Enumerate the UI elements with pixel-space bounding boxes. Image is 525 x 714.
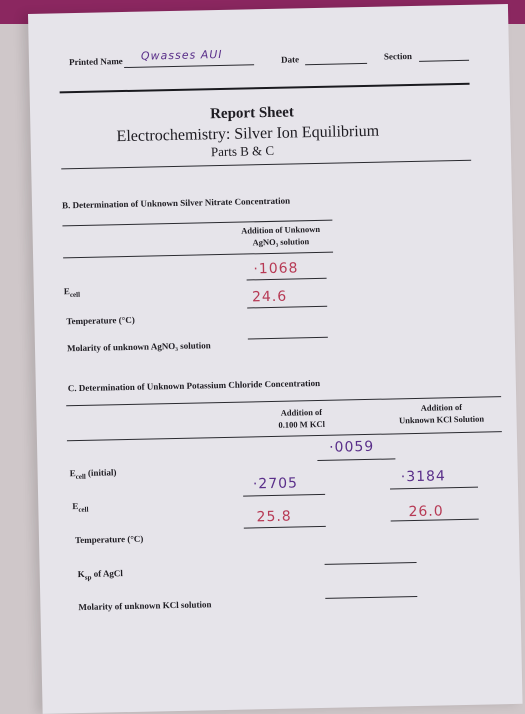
- title-divider: [61, 160, 471, 170]
- report-title: Report Sheet: [209, 104, 295, 123]
- part-c-ecell-initial-line: [317, 458, 395, 461]
- date-label: Date: [280, 54, 300, 65]
- section-line: [419, 60, 469, 62]
- part-c-temperature-col2-line: [391, 519, 479, 522]
- part-b-ecell-value: ·1068: [253, 260, 299, 278]
- part-c-rule-bottom: [67, 431, 502, 441]
- part-b-ecell-line: [247, 278, 327, 281]
- report-parts: Parts B & C: [210, 142, 275, 160]
- part-c-col1-header-line1: Addition of: [280, 406, 323, 418]
- part-c-col2-header-line1: Addition of: [420, 401, 463, 413]
- part-c-ecell-initial-value: ·0059: [328, 438, 375, 456]
- report-subject: Electrochemistry: Silver Ion Equilibrium: [116, 122, 380, 146]
- part-b-temperature-line: [247, 306, 327, 309]
- part-b-heading: B. Determination of Unknown Silver Nitrate Concentration: [61, 195, 291, 211]
- part-c-ksp-label: [78, 568, 123, 582]
- printed-name-line: [124, 64, 254, 68]
- ecell-subscript: cell: [69, 290, 81, 299]
- part-b-molarity-line: [248, 337, 328, 340]
- part-c-ecell-initial-label: [70, 467, 117, 481]
- ecell-initial-subscript: cell: [75, 472, 86, 481]
- part-b-molarity-label: Molarity of unknown AgNO₃ solution: [66, 340, 211, 354]
- ksp-symbol: K: [77, 568, 85, 580]
- section-label: Section: [383, 50, 413, 62]
- part-c-ksp-line: [325, 562, 417, 565]
- part-c-col2-header-line2: Unknown KCl Solution: [398, 413, 485, 426]
- part-c-temperature-col1-value: 25.8: [256, 508, 292, 526]
- part-c-temperature-label: Temperature (°C): [74, 533, 144, 546]
- part-b-ecell-label: [64, 286, 80, 299]
- ksp-subscript: sp: [84, 573, 92, 582]
- part-c-col2-header: [381, 400, 501, 427]
- part-c-temperature-col2-value: 26.0: [408, 503, 444, 521]
- part-c-ecell-label: [72, 501, 88, 514]
- part-c-heading: C. Determination of Unknown Potassium Chloride Concentration: [67, 377, 321, 394]
- part-b-temperature-label: Temperature (°C): [66, 314, 135, 327]
- header-divider: [60, 83, 470, 94]
- ksp-suffix: of AgCl: [91, 568, 123, 579]
- part-b-column-header-line2: AgNO₃ solution: [252, 236, 310, 248]
- ecell-c-symbol: E: [72, 501, 79, 512]
- part-c-ecell-col2-line: [390, 487, 478, 490]
- ecell-initial-suffix: (initial): [85, 467, 117, 478]
- report-sheet: [28, 4, 523, 714]
- part-b-column-header-line1: Addition of Unknown: [241, 223, 321, 236]
- part-c-temperature-col1-line: [244, 526, 326, 529]
- date-line: [305, 63, 367, 65]
- ecell-c-subscript: cell: [78, 505, 89, 514]
- part-c-molarity-line: [325, 596, 417, 599]
- printed-name-value: Qwasses AUI: [140, 47, 223, 63]
- ecell-symbol: E: [63, 286, 70, 297]
- printed-name-label: Printed Name: [68, 56, 123, 68]
- ecell-initial-symbol: E: [69, 468, 76, 479]
- part-c-ecell-col2-value: ·3184: [400, 468, 447, 486]
- part-b-column-header: [232, 223, 328, 249]
- part-c-ecell-col1-line: [243, 494, 325, 497]
- part-c-molarity-label: Molarity of unknown KCl solution: [78, 599, 212, 613]
- part-b-temperature-value: 24.6: [251, 288, 288, 306]
- part-c-col1-header-line2: 0.100 M KCl: [278, 418, 326, 430]
- part-b-rule-bottom: [63, 252, 333, 259]
- part-c-col1-header: [256, 405, 346, 431]
- part-c-ecell-col1-value: ·2705: [252, 475, 299, 493]
